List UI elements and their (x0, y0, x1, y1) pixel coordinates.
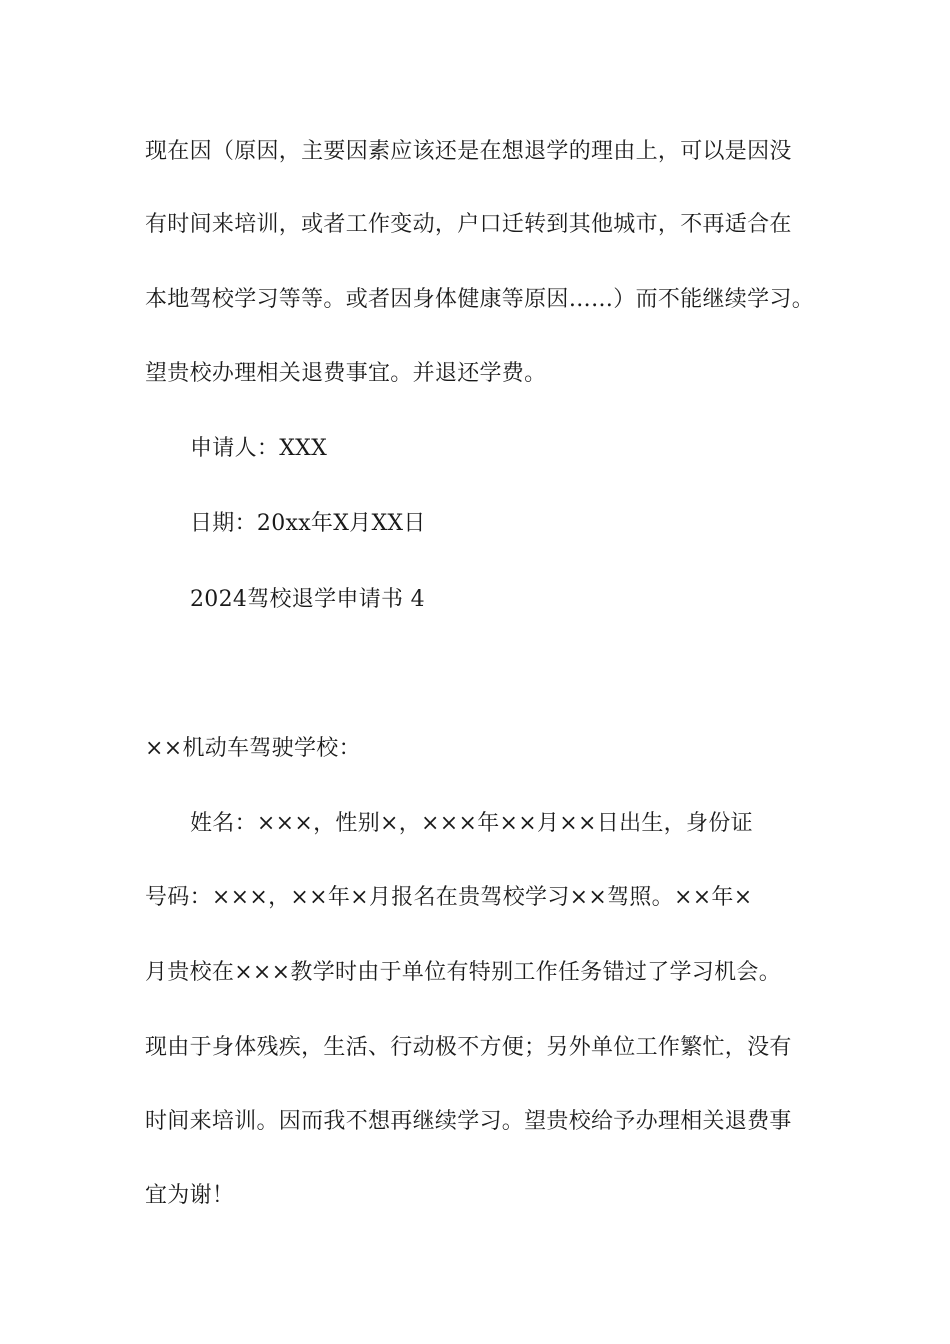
body-text-line: 宜为谢！ (145, 1183, 235, 1208)
body-text-line: 现由于身体残疾，生活、行动极不方便；另外单位工作繁忙，没有 (145, 1035, 792, 1060)
body-text-line: 望贵校办理相关退费事宜。并退还学费。 (145, 361, 547, 386)
body-text-line: 现在因（原因，主要因素应该还是在想退学的理由上，可以是因没 (145, 139, 792, 164)
body-text-line: 时间来培训。因而我不想再继续学习。望贵校给予办理相关退费事 (145, 1109, 792, 1134)
section-heading: 2024驾校退学申请书 4 (190, 587, 425, 612)
body-text-line: 本地驾校学习等等。或者因身体健康等原因……）而不能继续学习。 (145, 287, 815, 312)
date-line: 日期：20xx年X月XX日 (190, 511, 426, 536)
applicant-line: 申请人：XXX (190, 436, 328, 461)
body-text-line: 号码：×××，××年×月报名在贵驾校学习××驾照。××年× (145, 885, 753, 910)
salutation: ××机动车驾驶学校： (145, 736, 361, 761)
body-text-line: 月贵校在×××教学时由于单位有特别工作任务错过了学习机会。 (145, 960, 782, 985)
body-text-line: 姓名：×××，性别×，×××年××月××日出生，身份证 (190, 811, 753, 836)
body-text-line: 有时间来培训，或者工作变动，户口迁转到其他城市，不再适合在 (145, 212, 792, 237)
